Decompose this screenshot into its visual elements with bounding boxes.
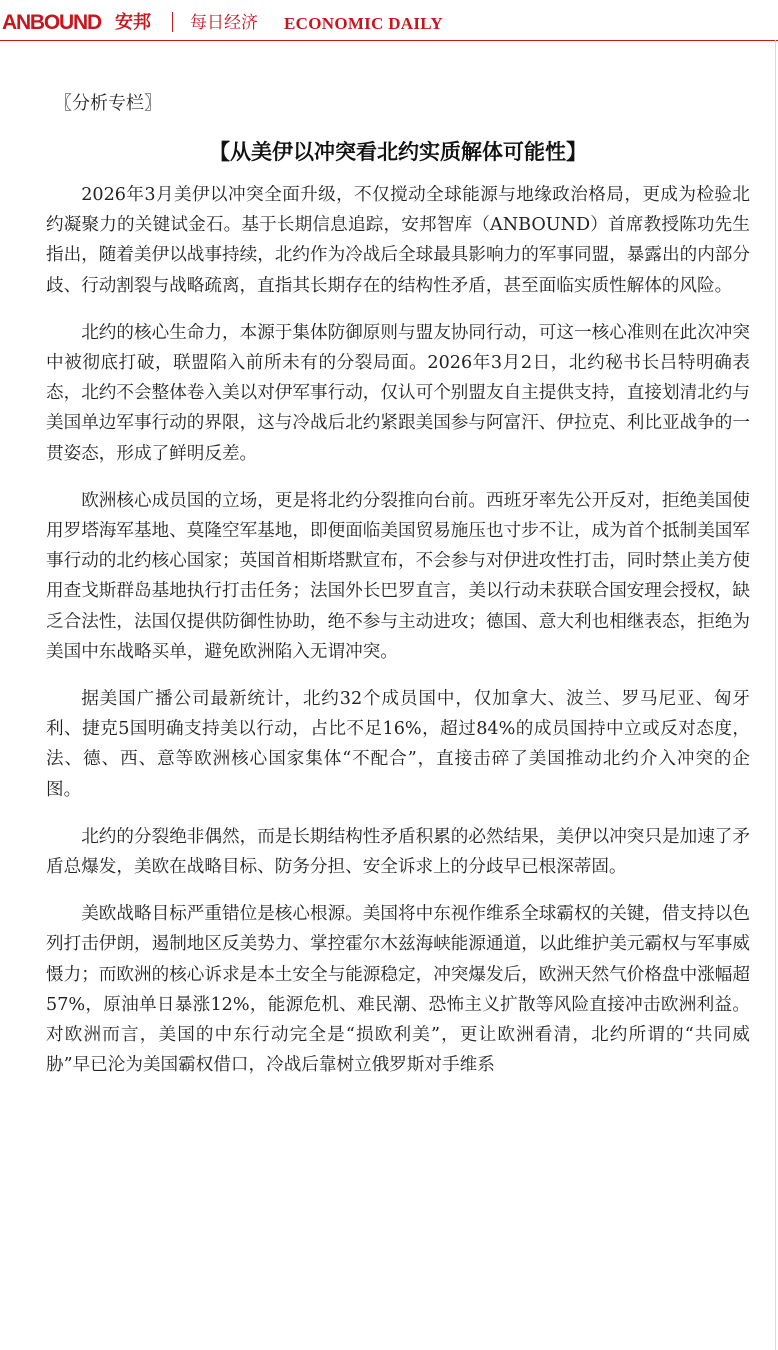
brand-name-cn: 安邦 <box>115 12 151 33</box>
page-frame-line <box>775 40 776 1350</box>
article-body <box>46 88 750 1097</box>
article-title: 【从美伊以冲突看北约实质解体可能性】 <box>209 140 587 164</box>
paragraph: 北约的分裂绝非偶然，而是长期结构性矛盾积累的必然结果，美伊以冲突只是加速了矛盾总爆发，美欧在战略目标、防务分担、安全诉求上的分歧早已根深蒂固。 <box>46 826 750 878</box>
masthead <box>0 0 778 46</box>
anbound-logo: ANBOUND <box>2 11 101 34</box>
paragraph: 据美国广播公司最新统计，北约32个成员国中，仅加拿大、波兰、罗马尼亚、匈牙利、捷克5国明确支持美以行动，占比不足16%，超过84%的成员国持中立或反对态度，法、德、西、意等欧洲核心国家集体“不配合”，直接击碎了美国推动北约介入冲突的企图。 <box>46 689 750 800</box>
publication-name-cn: 每日经济 <box>190 13 258 33</box>
column-tag: 〖分析专栏〗 <box>54 93 162 114</box>
paragraph: 2026年3月美伊以冲突全面升级，不仅搅动全球能源与地缘政治格局，更成为检验北约凝聚力的关键试金石。基于长期信息追踪，安邦智库（ANBOUND）首席教授陈功先生指出，随着美伊以战事持续，北约作为冷战后全球最具影响力的军事同盟，暴露出的内部分歧、行动割裂与战略疏离，直指其长期存在的结构性矛盾，甚至面临实质性解体的风险。 <box>46 185 750 296</box>
masthead-divider <box>172 12 173 32</box>
publication-name-en: ECONOMIC DAILY <box>284 14 443 33</box>
masthead-rule <box>0 40 778 41</box>
paragraph: 美欧战略目标严重错位是核心根源。美国将中东视作维系全球霸权的关键，借支持以色列打击伊朗，遏制地区反美势力、掌控霍尔木兹海峡能源通道，以此维护美元霸权与军事威慑力；而欧洲的核心诉求是本土安全与能源稳定，冲突爆发后，欧洲天然气价格盘中涨幅超57%，原油单日暴涨12%，能源危机、难民潮、恐怖主义扩散等风险直接冲击欧洲利益。对欧洲而言，美国的中东行动完全是“损欧利美”，更让欧洲看清，北约所谓的“共同威胁”早已沦为美国霸权借口，冷战后靠树立俄罗斯对手维系 <box>46 904 750 1076</box>
paragraph: 北约的核心生命力，本源于集体防御原则与盟友协同行动，可这一核心准则在此次冲突中被彻底打破，联盟陷入前所未有的分裂局面。2026年3月2日，北约秘书长吕特明确表态，北约不会整体卷入美以对伊军事行动，仅认可个别盟友自主提供支持，直接划清北约与美国单边军事行动的界限，这与冷战后北约紧跟美国参与阿富汗、伊拉克、利比亚战争的一贯姿态，形成了鲜明反差。 <box>46 322 750 464</box>
paragraph: 欧洲核心成员国的立场，更是将北约分裂推向台前。西班牙率先公开反对，拒绝美国使用罗塔海军基地、莫隆空军基地，即便面临美国贸易施压也寸步不让，成为首个抵制美国军事行动的北约核心国家；英国首相斯塔默宣布，不会参与对伊进攻性打击，同时禁止美方使用查戈斯群岛基地执行打击任务；法国外长巴罗直言，美以行动未获联合国安理会授权，缺乏合法性，法国仅提供防御性协助，绝不参与主动进攻；德国、意大利也相继表态，拒绝为美国中东战略买单，避免欧洲陷入无谓冲突。 <box>46 490 750 662</box>
